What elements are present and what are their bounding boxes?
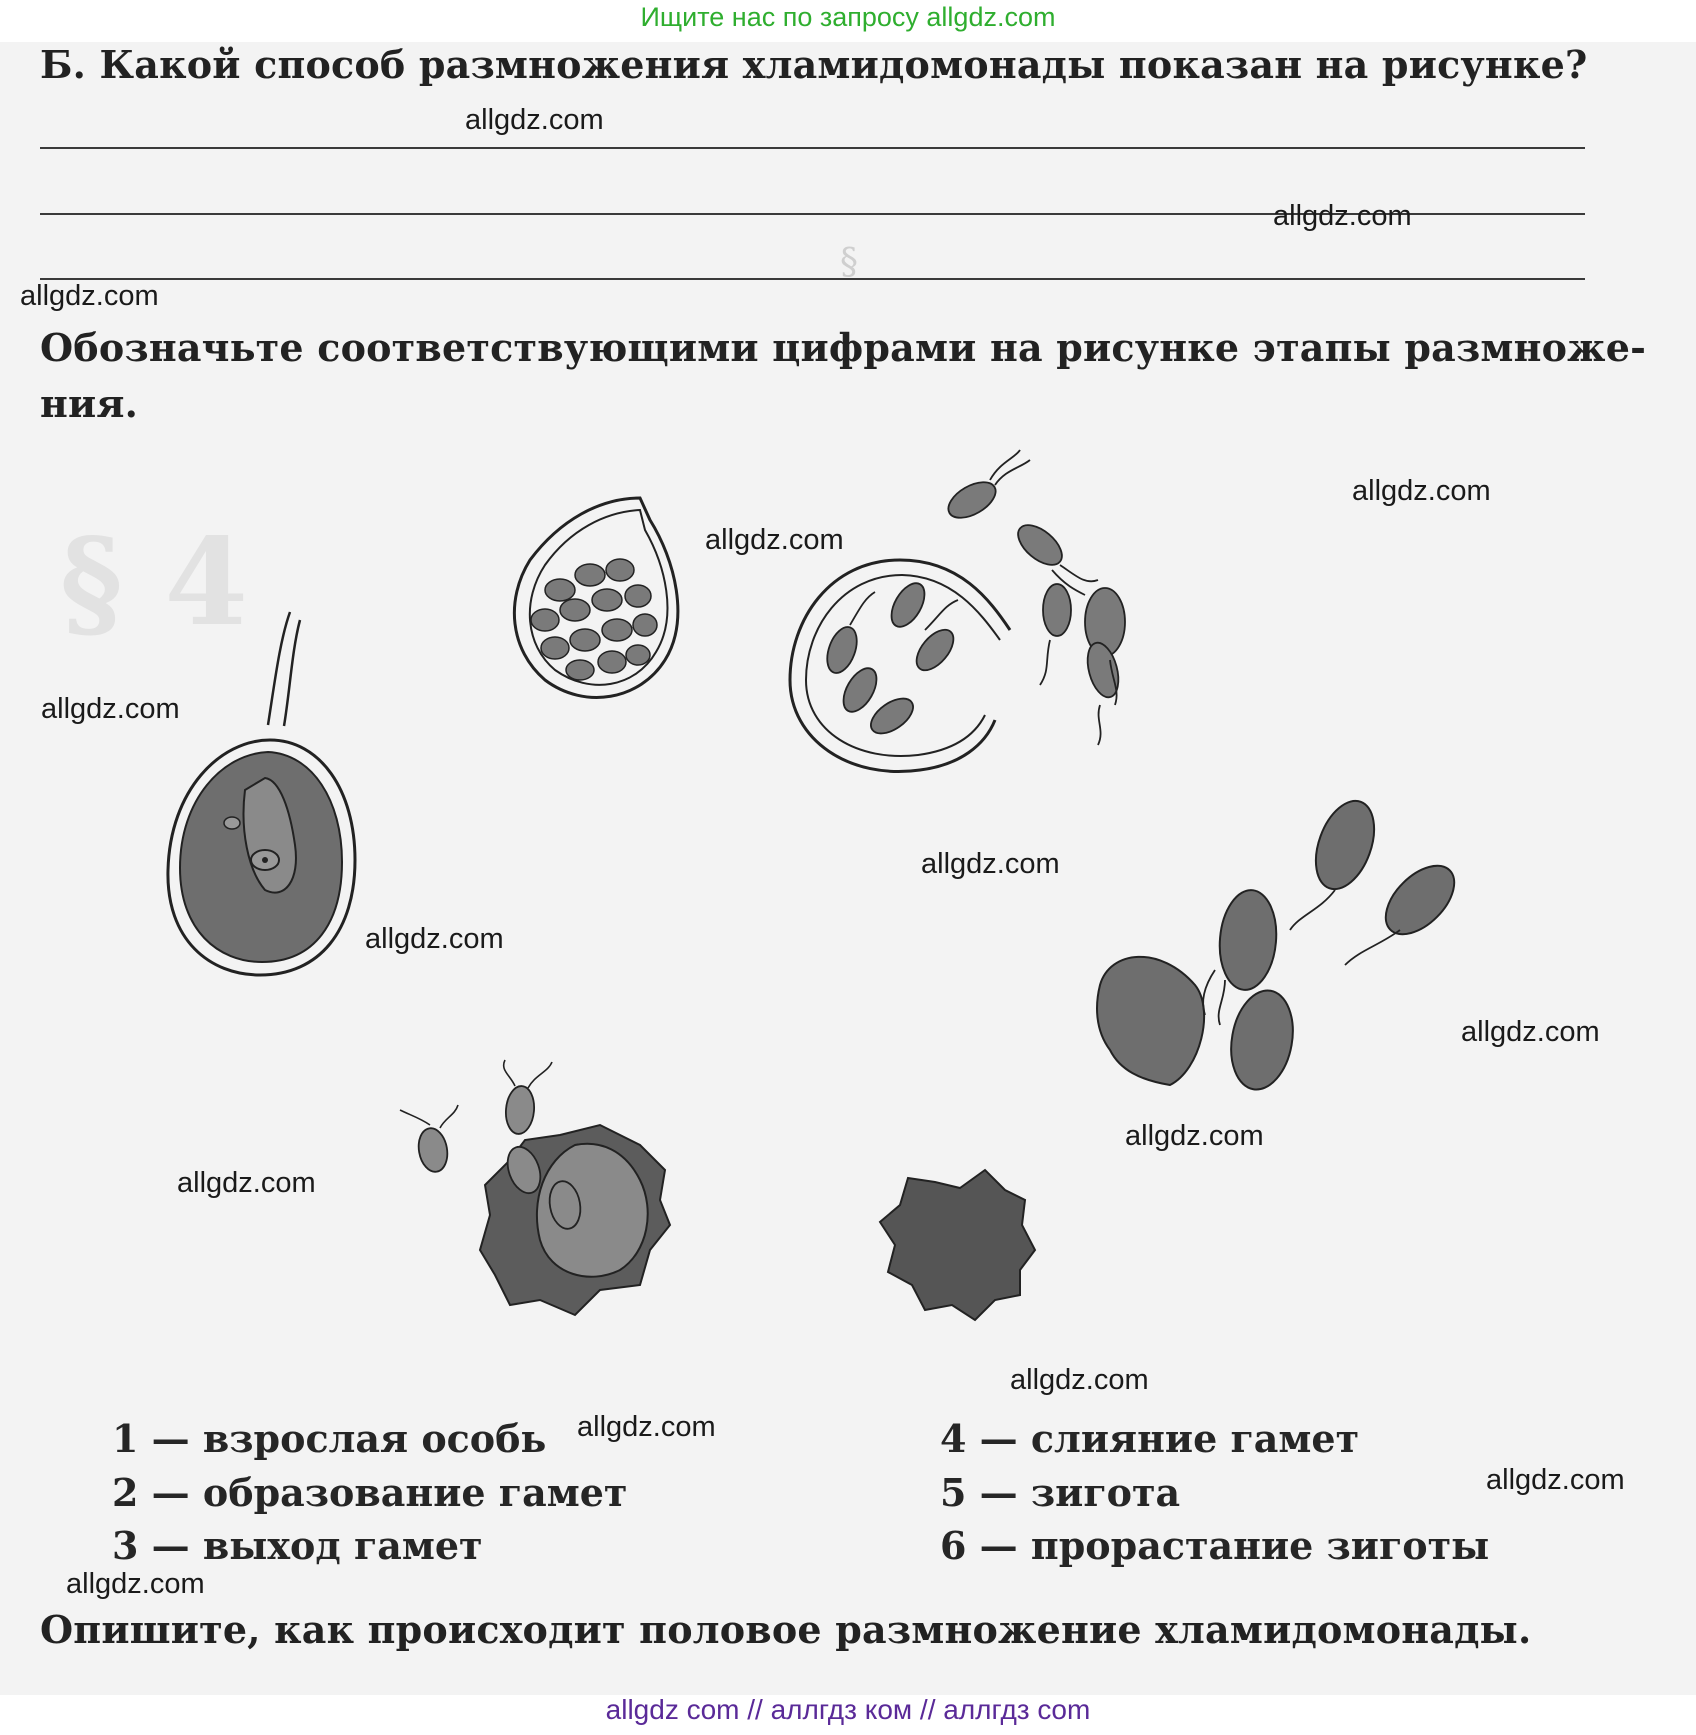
legend-item-3: 3 — выход гамет	[112, 1523, 483, 1568]
zygote-germination-drawing[interactable]	[400, 1060, 670, 1315]
gamete-fusion-drawing[interactable]	[1097, 793, 1467, 1095]
top-banner: Ищите нас по запросу allgdz.com	[640, 2, 1056, 32]
gamete-formation-drawing[interactable]	[514, 498, 677, 697]
legend-item-6: 6 — прорастание зиготы	[940, 1523, 1490, 1568]
zygote-drawing[interactable]	[880, 1170, 1035, 1320]
watermark: allgdz.com	[705, 524, 844, 556]
bottom-banner: allgdz com // аллгдз ком // аллгдз com	[605, 1694, 1091, 1725]
watermark: allgdz.com	[177, 1167, 316, 1199]
watermark: allgdz.com	[577, 1411, 716, 1443]
adult-cell-drawing[interactable]	[168, 612, 355, 975]
watermark: allgdz.com	[365, 923, 504, 955]
watermark: allgdz.com	[20, 280, 159, 312]
watermark: allgdz.com	[41, 693, 180, 725]
task-label-cont: ния.	[40, 381, 139, 426]
watermark: allgdz.com	[1010, 1364, 1149, 1396]
watermark: allgdz.com	[1461, 1016, 1600, 1048]
watermark: allgdz.com	[1125, 1120, 1264, 1152]
task-label: Обозначьте соответствующими цифрами на рисунке этапы размноже-	[40, 325, 1647, 370]
describe-prompt: Опишите, как происходит половое размножение хламидомонады.	[40, 1607, 1532, 1652]
question-b: Б. Какой способ размножения хламидомонады показан на рисунке?	[40, 42, 1588, 87]
gamete-release-drawing[interactable]	[790, 450, 1125, 772]
legend-item-5: 5 — зигота	[940, 1470, 1181, 1515]
watermark: allgdz.com	[465, 104, 604, 136]
legend-item-2: 2 — образование гамет	[112, 1470, 628, 1515]
legend-item-4: 4 — слияние гамет	[940, 1416, 1360, 1461]
bleed-through-heading: § 4	[60, 512, 249, 653]
watermark: allgdz.com	[1486, 1464, 1625, 1496]
watermark: allgdz.com	[66, 1568, 205, 1600]
watermark: allgdz.com	[921, 848, 1060, 880]
watermark: allgdz.com	[1273, 200, 1412, 232]
bleed-through-text: §	[840, 242, 858, 283]
watermark: allgdz.com	[1352, 475, 1491, 507]
legend-item-1: 1 — взрослая особь	[112, 1416, 547, 1461]
